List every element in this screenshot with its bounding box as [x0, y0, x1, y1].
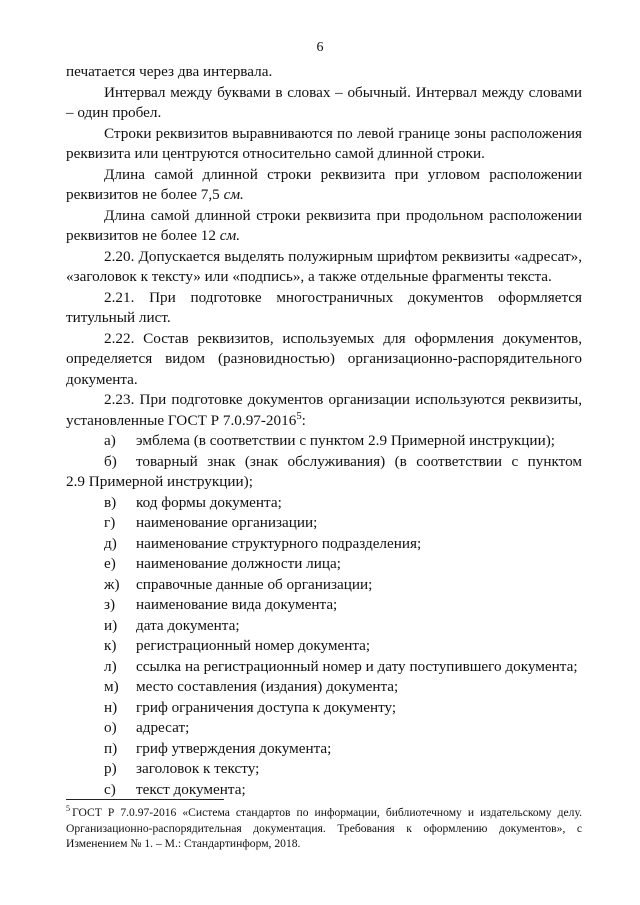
paragraph-2-22: 2.22. Состав реквизитов, используемых для оформления документов, определяется видом (разновидностью) организационно-распорядительного документа. [66, 329, 582, 388]
list-item-letter: в) [104, 493, 117, 511]
list-item-text: товарный знак (знак обслуживания) (в соответствии с пунктом [136, 452, 582, 470]
list-item-text: место составления (издания) документа; [136, 678, 399, 695]
list-item [66, 493, 582, 514]
list-item-letter: г) [104, 514, 116, 531]
footnote-reference: 5 [296, 410, 302, 422]
paragraph-lengthwise-length [66, 206, 582, 247]
paragraph-alignment: Строки реквизитов выравниваются по левой границе зоны расположения реквизита или центруются относительно самой длинной строки. [66, 124, 582, 162]
list-item-text: справочные данные об организации; [136, 575, 373, 593]
footnote-divider [66, 799, 224, 800]
list-item-letter: п) [104, 739, 118, 757]
list-item [66, 554, 582, 575]
list-item [66, 513, 582, 534]
document-body [66, 62, 582, 800]
list-item [66, 431, 582, 452]
list-item-letter: к) [104, 637, 117, 654]
list-item-text: наименование структурного подразделения; [136, 534, 422, 552]
list-item [66, 616, 582, 637]
paragraph-corner-length-text: Длина самой длинной строки реквизита при угловом расположении реквизитов не более 7,5 [66, 165, 582, 203]
paragraph-continuation: печатается через два интервала. [66, 63, 273, 80]
list-item-text: эмблема (в соответствии с пунктом 2.9 Примерной инструкции); [136, 432, 555, 449]
list-item-text: регистрационный номер документа; [136, 637, 371, 654]
list-item-text: наименование должности лица; [136, 555, 341, 572]
page-number: 6 [316, 40, 324, 55]
list-item-letter: ж) [104, 575, 120, 593]
footnote [66, 805, 582, 852]
paragraph-letter-spacing: Интервал между буквами в словах – обычный. Интервал между словами – один пробел. [66, 83, 582, 121]
list-item-letter: б) [104, 452, 117, 470]
paragraph-2-20: 2.20. Допускается выделять полужирным шрифтом реквизиты «адресат», «заголовок к тексту» или «подпись», а также отдельные фрагменты текста. [66, 247, 582, 285]
list-item-text: дата документа; [136, 616, 240, 634]
list-item-letter: с) [104, 780, 116, 798]
list-item [66, 677, 582, 698]
list-item-continuation: 2.9 Примерной инструкции); [66, 473, 253, 490]
list-item-letter: а) [104, 432, 116, 449]
list-item-letter: р) [104, 760, 117, 777]
list-item [66, 739, 582, 760]
list-item-text: наименование организации; [136, 514, 318, 531]
footnote-text: ГОСТ Р 7.0.97-2016 «Система стандартов по информации, библиотечному и издательскому делу. Организационно-распорядительная документация. Требования к оформлению документов», с Изменением № 1. – М.: Стандартинформ, 2018. [66, 806, 582, 850]
requisites-list [66, 431, 582, 800]
list-item-letter: и) [104, 616, 118, 634]
list-item [66, 780, 582, 801]
paragraph-corner-length [66, 165, 582, 206]
list-item-text: гриф утверждения документа; [136, 739, 332, 757]
list-item [66, 575, 582, 596]
unit-cm: см. [223, 186, 244, 203]
paragraph-2-23-colon: : [301, 411, 306, 429]
list-item-text: текст документа; [136, 780, 246, 798]
list-item [66, 759, 582, 780]
list-item [66, 698, 582, 719]
list-item [66, 718, 582, 739]
paragraph-lengthwise-length-text: Длина самой длинной строки реквизита при продольном расположении реквизитов не более 12 [66, 206, 582, 244]
list-item-text: ссылка на регистрационный номер и дату поступившего документа; [136, 657, 578, 675]
list-item-text: заголовок к тексту; [136, 760, 260, 777]
unit-cm: см. [219, 227, 241, 244]
list-item [66, 595, 582, 616]
paragraph-2-21: 2.21. При подготовке многостраничных документов оформляется титульный лист. [66, 288, 582, 326]
list-item-letter: з) [104, 596, 116, 613]
list-item [66, 657, 582, 678]
footnote-mark: 5 [66, 804, 71, 814]
list-item-text: наименование вида документа; [136, 596, 338, 613]
list-item-letter: д) [104, 534, 117, 552]
list-item-text: код формы документа; [136, 493, 282, 511]
list-item [66, 452, 582, 473]
list-item-letter: е) [104, 555, 116, 572]
paragraph-2-23 [66, 390, 582, 431]
list-item [66, 534, 582, 555]
paragraph-2-23-text: 2.23. При подготовке документов организации используются реквизиты, установленные ГОСТ Р 7.0.97-2016 [66, 391, 582, 429]
list-item-text: адресат; [136, 719, 190, 736]
list-item [66, 636, 582, 657]
list-item-letter: м) [104, 678, 119, 695]
list-item-letter: о) [104, 719, 117, 736]
list-item-text: гриф ограничения доступа к документу; [136, 698, 397, 716]
list-item-letter: л) [104, 657, 117, 675]
list-item-letter: н) [104, 698, 118, 716]
